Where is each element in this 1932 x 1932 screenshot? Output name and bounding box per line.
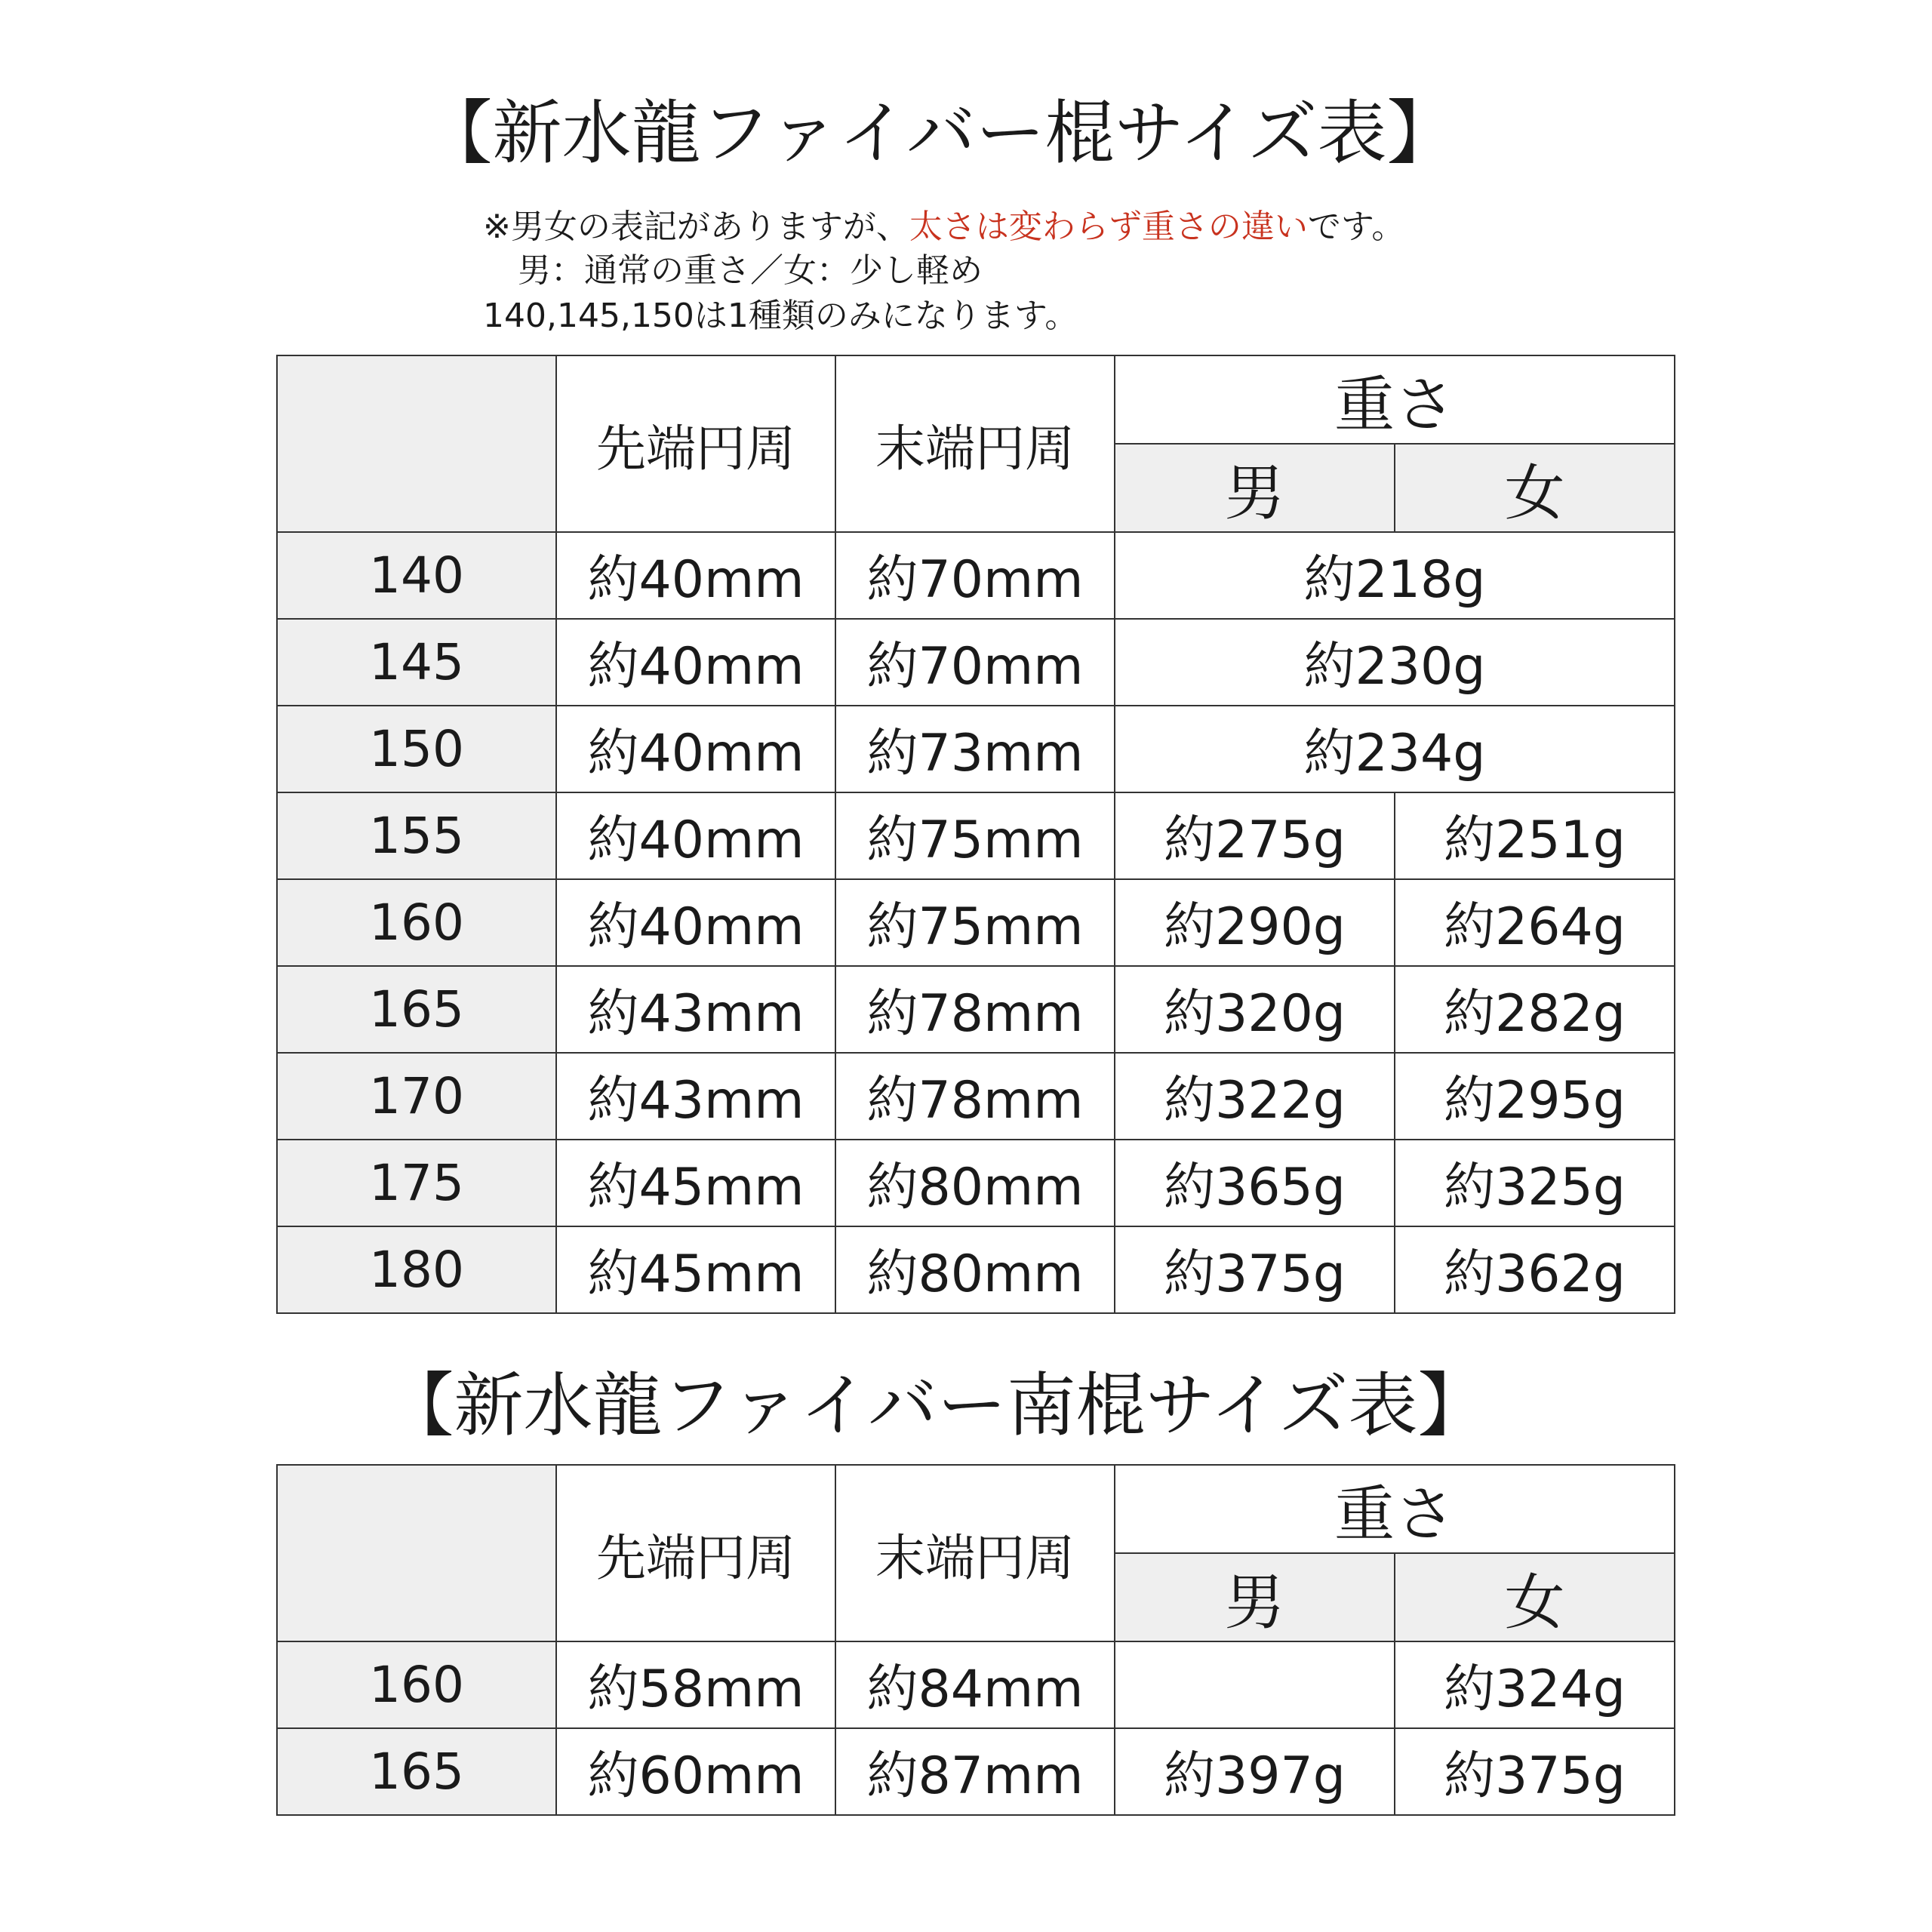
male-weight: 約365g — [1115, 1140, 1395, 1226]
tip-value: 約43mm — [556, 1053, 835, 1140]
size-table-1 — [276, 355, 1675, 1314]
tip-value: 約43mm — [556, 966, 835, 1053]
end-value: 約73mm — [835, 706, 1115, 792]
female-weight: 約375g — [1395, 1728, 1675, 1815]
header-female: 女 — [1395, 444, 1675, 532]
male-weight: 約375g — [1115, 1226, 1395, 1313]
note-line-1 — [483, 205, 1404, 249]
end-value: 約78mm — [835, 966, 1115, 1053]
size-label: 165 — [277, 966, 556, 1053]
tip-value: 約45mm — [556, 1140, 835, 1226]
note-highlight: 太さは変わらず重さの違い — [909, 208, 1308, 246]
table-row — [277, 1641, 1675, 1728]
table-row — [277, 619, 1675, 706]
table-row — [277, 1226, 1675, 1313]
note-line-3: 140,145,150は1種類のみになります。 — [483, 297, 1078, 335]
male-weight: 約397g — [1115, 1728, 1395, 1815]
end-value: 約87mm — [835, 1728, 1115, 1815]
table-row — [277, 1140, 1675, 1226]
tip-value: 約60mm — [556, 1728, 835, 1815]
male-weight: 約322g — [1115, 1053, 1395, 1140]
end-value: 約75mm — [835, 879, 1115, 966]
end-value: 約84mm — [835, 1641, 1115, 1728]
size-label: 155 — [277, 792, 556, 879]
end-value: 約70mm — [835, 532, 1115, 619]
size-label: 150 — [277, 706, 556, 792]
header-male: 男 — [1115, 1553, 1395, 1641]
end-value: 約80mm — [835, 1140, 1115, 1226]
header-corner — [277, 1465, 556, 1641]
header-male: 男 — [1115, 444, 1395, 532]
male-weight — [1115, 1641, 1395, 1728]
weight-value: 約234g — [1115, 706, 1675, 792]
weight-value: 約230g — [1115, 619, 1675, 706]
female-weight: 約251g — [1395, 792, 1675, 879]
tip-value: 約40mm — [556, 706, 835, 792]
tip-value: 約58mm — [556, 1641, 835, 1728]
end-value: 約80mm — [835, 1226, 1115, 1313]
note-line-2: 男：通常の重さ／女：少し軽め — [518, 251, 983, 290]
tip-value: 約40mm — [556, 792, 835, 879]
size-label: 145 — [277, 619, 556, 706]
table-row — [277, 532, 1675, 619]
end-value: 約70mm — [835, 619, 1115, 706]
size-label: 140 — [277, 532, 556, 619]
header-weight: 重さ — [1115, 1465, 1675, 1553]
tip-value: 約45mm — [556, 1226, 835, 1313]
note-text: ※男女の表記がありますが、 — [483, 208, 909, 246]
end-value: 約75mm — [835, 792, 1115, 879]
tip-value: 約40mm — [556, 532, 835, 619]
size-label: 170 — [277, 1053, 556, 1140]
female-weight: 約282g — [1395, 966, 1675, 1053]
size-label: 160 — [277, 1641, 556, 1728]
female-weight: 約295g — [1395, 1053, 1675, 1140]
table-row — [277, 1728, 1675, 1815]
note-text: です。 — [1307, 208, 1405, 246]
header-corner — [277, 355, 556, 532]
table-row — [277, 966, 1675, 1053]
header-tip-circumference: 先端円周 — [556, 1465, 835, 1641]
female-weight: 約362g — [1395, 1226, 1675, 1313]
header-female: 女 — [1395, 1553, 1675, 1641]
weight-value: 約218g — [1115, 532, 1675, 619]
page-title: 【新水龍ファイバー棍サイズ表】 — [423, 93, 1457, 174]
male-weight: 約290g — [1115, 879, 1395, 966]
female-weight: 約324g — [1395, 1641, 1675, 1728]
header-end-circumference: 末端円周 — [835, 355, 1115, 532]
female-weight: 約325g — [1395, 1140, 1675, 1226]
header-tip-circumference: 先端円周 — [556, 355, 835, 532]
size-label: 160 — [277, 879, 556, 966]
size-label: 175 — [277, 1140, 556, 1226]
table-row — [277, 1053, 1675, 1140]
table-row — [277, 706, 1675, 792]
end-value: 約78mm — [835, 1053, 1115, 1140]
size-label: 180 — [277, 1226, 556, 1313]
section-title: 【新水龍ファイバー南棍サイズ表】 — [384, 1365, 1487, 1446]
female-weight: 約264g — [1395, 879, 1675, 966]
male-weight: 約320g — [1115, 966, 1395, 1053]
tip-value: 約40mm — [556, 619, 835, 706]
header-weight: 重さ — [1115, 355, 1675, 444]
table-row — [277, 879, 1675, 966]
table-row — [277, 792, 1675, 879]
tip-value: 約40mm — [556, 879, 835, 966]
size-label: 165 — [277, 1728, 556, 1815]
header-end-circumference: 末端円周 — [835, 1465, 1115, 1641]
size-table-2 — [276, 1464, 1675, 1816]
male-weight: 約275g — [1115, 792, 1395, 879]
